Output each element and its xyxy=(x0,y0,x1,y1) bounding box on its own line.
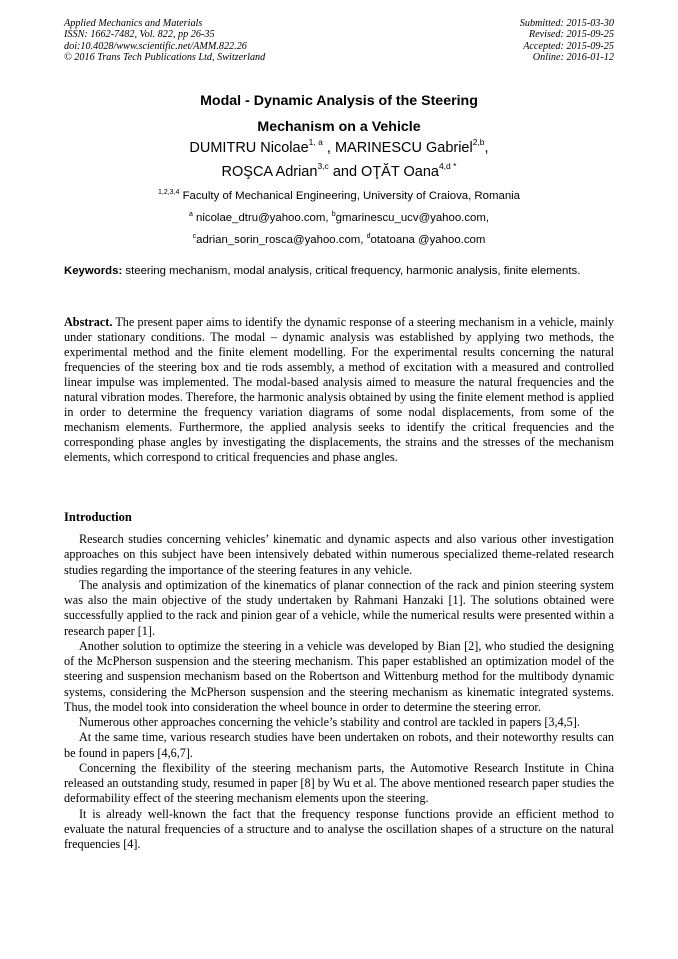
email-sup: a xyxy=(188,211,193,218)
journal-header-right xyxy=(520,18,614,63)
email-address: otatoana @yahoo.com xyxy=(370,234,486,246)
body-paragraph: The analysis and optimization of the kinematics of planar connection of the rack and pinion steering system was also the main objective of the study undertaken by Rahmani Hanzaki [1]. The solutions obtained were successfully applied to the rack and pinion gear of a vehicle, while the numerical results were presented within a research paper [1]. xyxy=(64,577,614,638)
affiliation-sup: 1,2,3,4 xyxy=(157,189,180,196)
author-line-2 xyxy=(64,160,614,184)
accepted-date: Accepted: 2015-09-25 xyxy=(523,40,614,52)
author-affil-sup: 3,c xyxy=(317,161,329,171)
author-name: DUMITRU Nicolae xyxy=(189,140,309,156)
online-date: Online: 2016-01-12 xyxy=(532,51,614,63)
email-sup: d xyxy=(366,233,371,240)
author-affil-sup: 4,d * xyxy=(438,161,457,171)
doi-line: doi:10.4028/www.scientific.net/AMM.822.26 xyxy=(64,40,247,52)
copyright-line: © 2016 Trans Tech Publications Ltd, Switzerland xyxy=(64,51,266,63)
author-name: ROŞCA Adrian xyxy=(221,164,318,180)
revised-date: Revised: 2015-09-25 xyxy=(528,29,614,41)
email-sup: b xyxy=(331,211,336,218)
affiliations xyxy=(64,185,614,251)
author-list xyxy=(64,136,614,184)
author-affil-sup: 1, a xyxy=(308,137,323,147)
journal-header-left xyxy=(64,18,265,63)
affiliation-text: Faculty of Mechanical Engineering, University of Craiova, Romania xyxy=(179,190,521,202)
abstract-label: Abstract. xyxy=(64,315,113,329)
email-address: nicolae_dtru@yahoo.com, xyxy=(192,212,332,224)
author-separator: , xyxy=(484,140,489,156)
abstract-text: The present paper aims to identify the dynamic response of a steering mechanism in a vehicle, mainly under stationary conditions. The modal – dynamic analysis was established by applying two methods, the experimental method and the finite element modelling. For the experimental results concerning the natural frequencies of the steering box and tie rods assembly, a method of excitation with a measured and controlled linear impulse was implemented. The modal-based analysis aimed to measure the natural frequencies and the natural vibration modes. Therefore, the harmonic analysis obtained by using the finite element method is applied in order to determine the frequency variation diagrams of some nodal displacements, from some of the mechanism elements. Furthermore, the applied analysis seeks to identify the critical frequencies and the corresponding phase angles by investigating the displacements, the strains and the stresses of the mechanism elements, which correspond to critical frequencies and phase angles. xyxy=(64,315,614,464)
title-line-2: Mechanism on a Vehicle xyxy=(257,119,421,135)
body-paragraph: Another solution to optimize the steering in a vehicle was developed by Bian [2], who studied the designing of the McPherson suspension and the steering mechanism. This paper established an optimization model of the steering and suspension mechanism based on the Robertson and Wittenburg method for the multibody dynamic systems, considering the McPherson suspension and the steering mechanism as kinematic integrated systems. Thus, the model took into consideration the wheel bounce in order to determine the steering error. xyxy=(64,638,614,714)
submitted-date: Submitted: 2015-03-30 xyxy=(519,18,614,29)
introduction-heading: Introduction xyxy=(64,510,132,524)
body-paragraph: At the same time, various research studies have been undertaken on robots, and their noteworthy results can be found in papers [4,6,7]. xyxy=(64,730,614,760)
journal-name: Applied Mechanics and Materials xyxy=(64,18,203,29)
email-line-1 xyxy=(64,207,614,229)
email-line-2 xyxy=(64,229,614,251)
body-paragraph: Numerous other approaches concerning the vehicle’s stability and control are tackled in papers [3,4,5]. xyxy=(79,715,580,729)
email-address: gmarinescu_ucv@yahoo.com, xyxy=(335,212,490,224)
author-affil-sup: 2,b xyxy=(472,137,485,147)
paper-title xyxy=(64,88,614,140)
email-sup: c xyxy=(192,233,197,240)
author-separator: , xyxy=(322,140,335,156)
author-line-1 xyxy=(64,136,614,160)
affiliation-line xyxy=(64,185,614,207)
abstract-block xyxy=(64,315,614,465)
introduction-body xyxy=(64,532,614,852)
author-name: OŢĂT Oana xyxy=(361,164,439,180)
issn-line: ISSN: 1662-7482, Vol. 822, pp 26-35 xyxy=(64,29,215,41)
author-name: MARINESCU Gabriel xyxy=(334,140,473,156)
body-paragraph: It is already well-known the fact that the frequency response functions provide an efficient method to evaluate the natural frequencies of a structure and to analyse the oscillation shapes of a structure on the natural frequencies [4]. xyxy=(64,806,614,851)
email-address: adrian_sorin_rosca@yahoo.com, xyxy=(196,234,367,246)
body-paragraph: Concerning the flexibility of the steering mechanism parts, the Automotive Research Institute in China released an outstanding study, resumed in paper [8] by Wu et al. The above mentioned research paper studies the deformability effect of the steering mechanism elements upon the steering. xyxy=(64,760,614,806)
author-separator: and xyxy=(328,164,362,180)
keywords-label: Keywords: xyxy=(64,265,123,277)
body-paragraph: Research studies concerning vehicles’ kinematic and dynamic aspects and also various other investigation approaches on this subject have been intensively debated within numerous specialized theme-related research studies regarding the importance of the steering features in any vehicle. xyxy=(64,532,614,577)
keywords-text: steering mechanism, modal analysis, critical frequency, harmonic analysis, finite elements. xyxy=(122,265,581,277)
title-line-1: Modal - Dynamic Analysis of the Steering xyxy=(200,93,478,109)
keywords-block xyxy=(64,264,614,279)
